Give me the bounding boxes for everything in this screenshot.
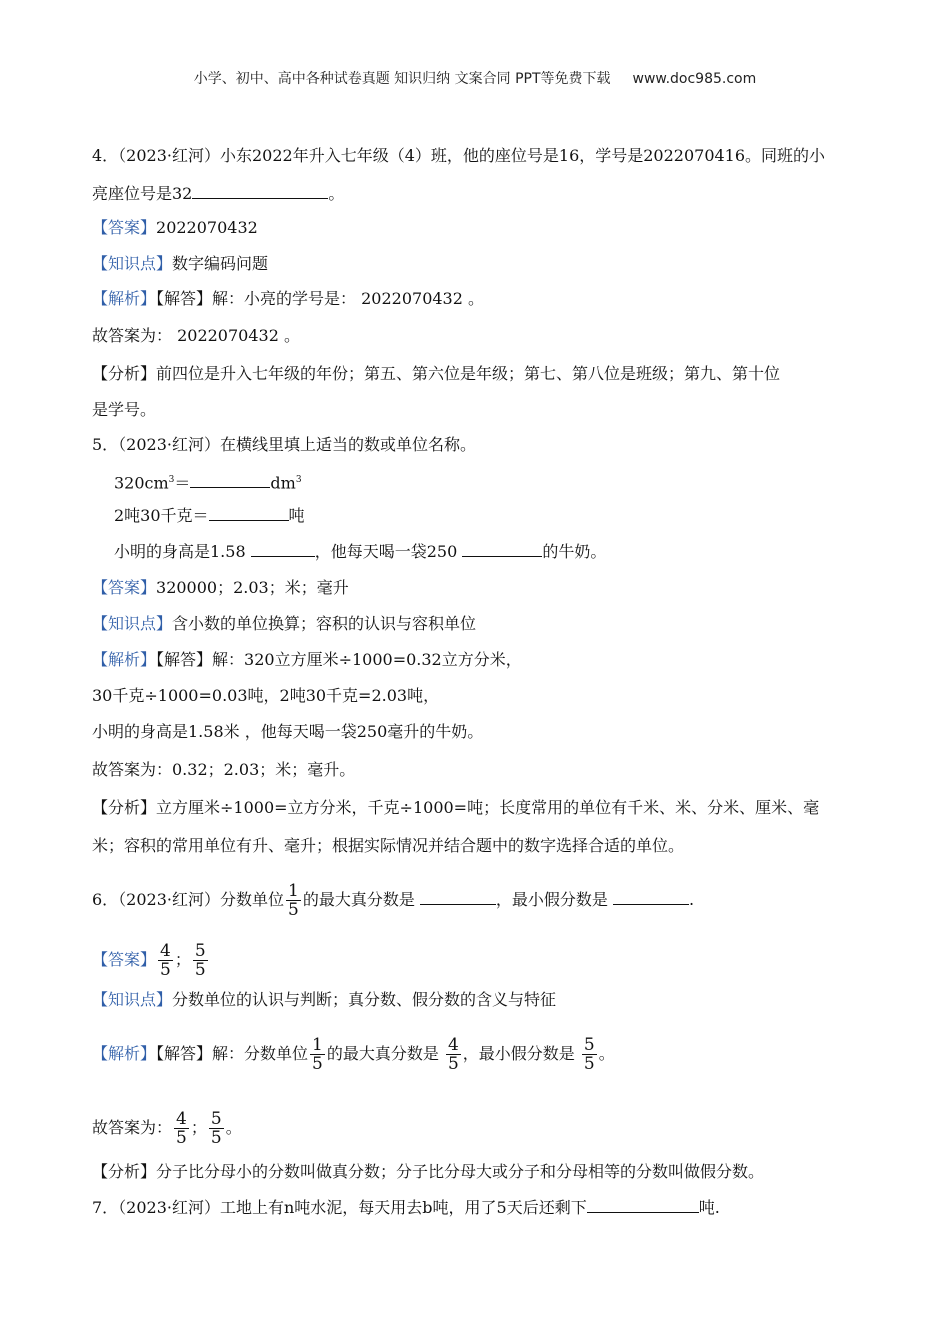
- q5-line1: $320cm^3= dm^3$: [114, 473, 302, 493]
- q6-jiexi: 【解析】【解答】解：分数单位 $\frac{1}{5}$ 的最大真分数是 $\frac{4}{5}$ ，最小假分数是 $\frac{5}{5}$ 。: [92, 1035, 615, 1074]
- q5-line2: 2吨30千克＝ 吨: [114, 506, 305, 525]
- q4-stem-line1: 4．（2023·红河）小东2022年升入七年级（4）班，他的座位号是16，学号是2022070416。同班的小: [92, 146, 826, 165]
- q5-line3: 小明的身高是1.58 ，他每天喝一袋250 的牛奶。: [114, 542, 607, 561]
- q5-jiexi3: 小明的身高是1.58米 ，他每天喝一袋250毫升的牛奶。: [92, 722, 484, 741]
- q5-knowledge: 【知识点】含小数的单位换算；容积的认识与容积单位: [92, 614, 477, 633]
- q4-answer: 【答案】2022070432: [92, 218, 258, 237]
- fraction-1-5: $\frac{1}{5}$: [288, 881, 299, 920]
- q6-knowledge: 【知识点】分数单位的认识与判断；真分数、假分数的含义与特征: [92, 990, 557, 1009]
- q6-stem: 6．（2023·红河）分数单位 $\frac{1}{5}$ 的最大真分数是 ，最小假分数是 .: [92, 881, 695, 920]
- q5-fenxi2: 米；容积的常用单位有升、毫升；根据实际情况并结合题中的数字选择合适的单位。: [92, 836, 685, 855]
- q4-fenxi2: 是学号。: [92, 400, 157, 419]
- header-text: 小学、初中、高中各种试卷真题 知识归纳 文案合同 PPT等免费下载: [193, 71, 611, 87]
- q5-jiexi2: 30千克÷1000=0.03吨，2吨30千克=2.03吨，: [92, 686, 440, 705]
- q5-gu: 故答案为：0.32；2.03；米；毫升。: [92, 760, 356, 779]
- q4-blank: [192, 184, 328, 199]
- q5-fenxi1: 【分析】立方厘米÷1000=立方分米，千克÷1000=吨；长度常用的单位有千米、米、分米、厘米、毫: [92, 798, 820, 817]
- header-site[interactable]: www.doc985.com: [632, 71, 757, 87]
- q7-stem: 7．（2023·红河）工地上有n吨水泥，每天用去b吨，用了5天后还剩下 吨.: [92, 1198, 720, 1217]
- q4-knowledge: 【知识点】数字编码问题: [92, 254, 269, 273]
- q5-stem: 5．（2023·红河）在横线里填上适当的数或单位名称。: [92, 435, 476, 454]
- q5-answer: 【答案】320000；2.03；米；毫升: [92, 578, 349, 597]
- q6-gu: 故答案为： $\frac{4}{5}$ ； $\frac{5}{5}$ 。: [92, 1109, 242, 1148]
- q4-jiexi: 【解析】【解答】解：小亮的学号是： 2022070432 。: [92, 289, 485, 308]
- q4-gu: 故答案为： 2022070432 。: [92, 326, 300, 345]
- q6-fenxi: 【分析】分子比分母小的分数叫做真分数；分子比分母大或分子和分母相等的分数叫做假分数。: [92, 1162, 765, 1181]
- q6-answer: 【答案】 $\frac{4}{5}$ ； $\frac{5}{5}$: [92, 941, 206, 980]
- q4-stem-line2: 亮座位号是32 。: [92, 184, 345, 203]
- page-header: [0, 68, 950, 88]
- q4-fenxi1: 【分析】前四位是升入七年级的年份；第五、第六位是年级；第七、第八位是班级；第九、第十位: [92, 364, 781, 383]
- q5-jiexi: 【解析】【解答】解：320立方厘米÷1000=0.32立方分米，: [92, 650, 522, 669]
